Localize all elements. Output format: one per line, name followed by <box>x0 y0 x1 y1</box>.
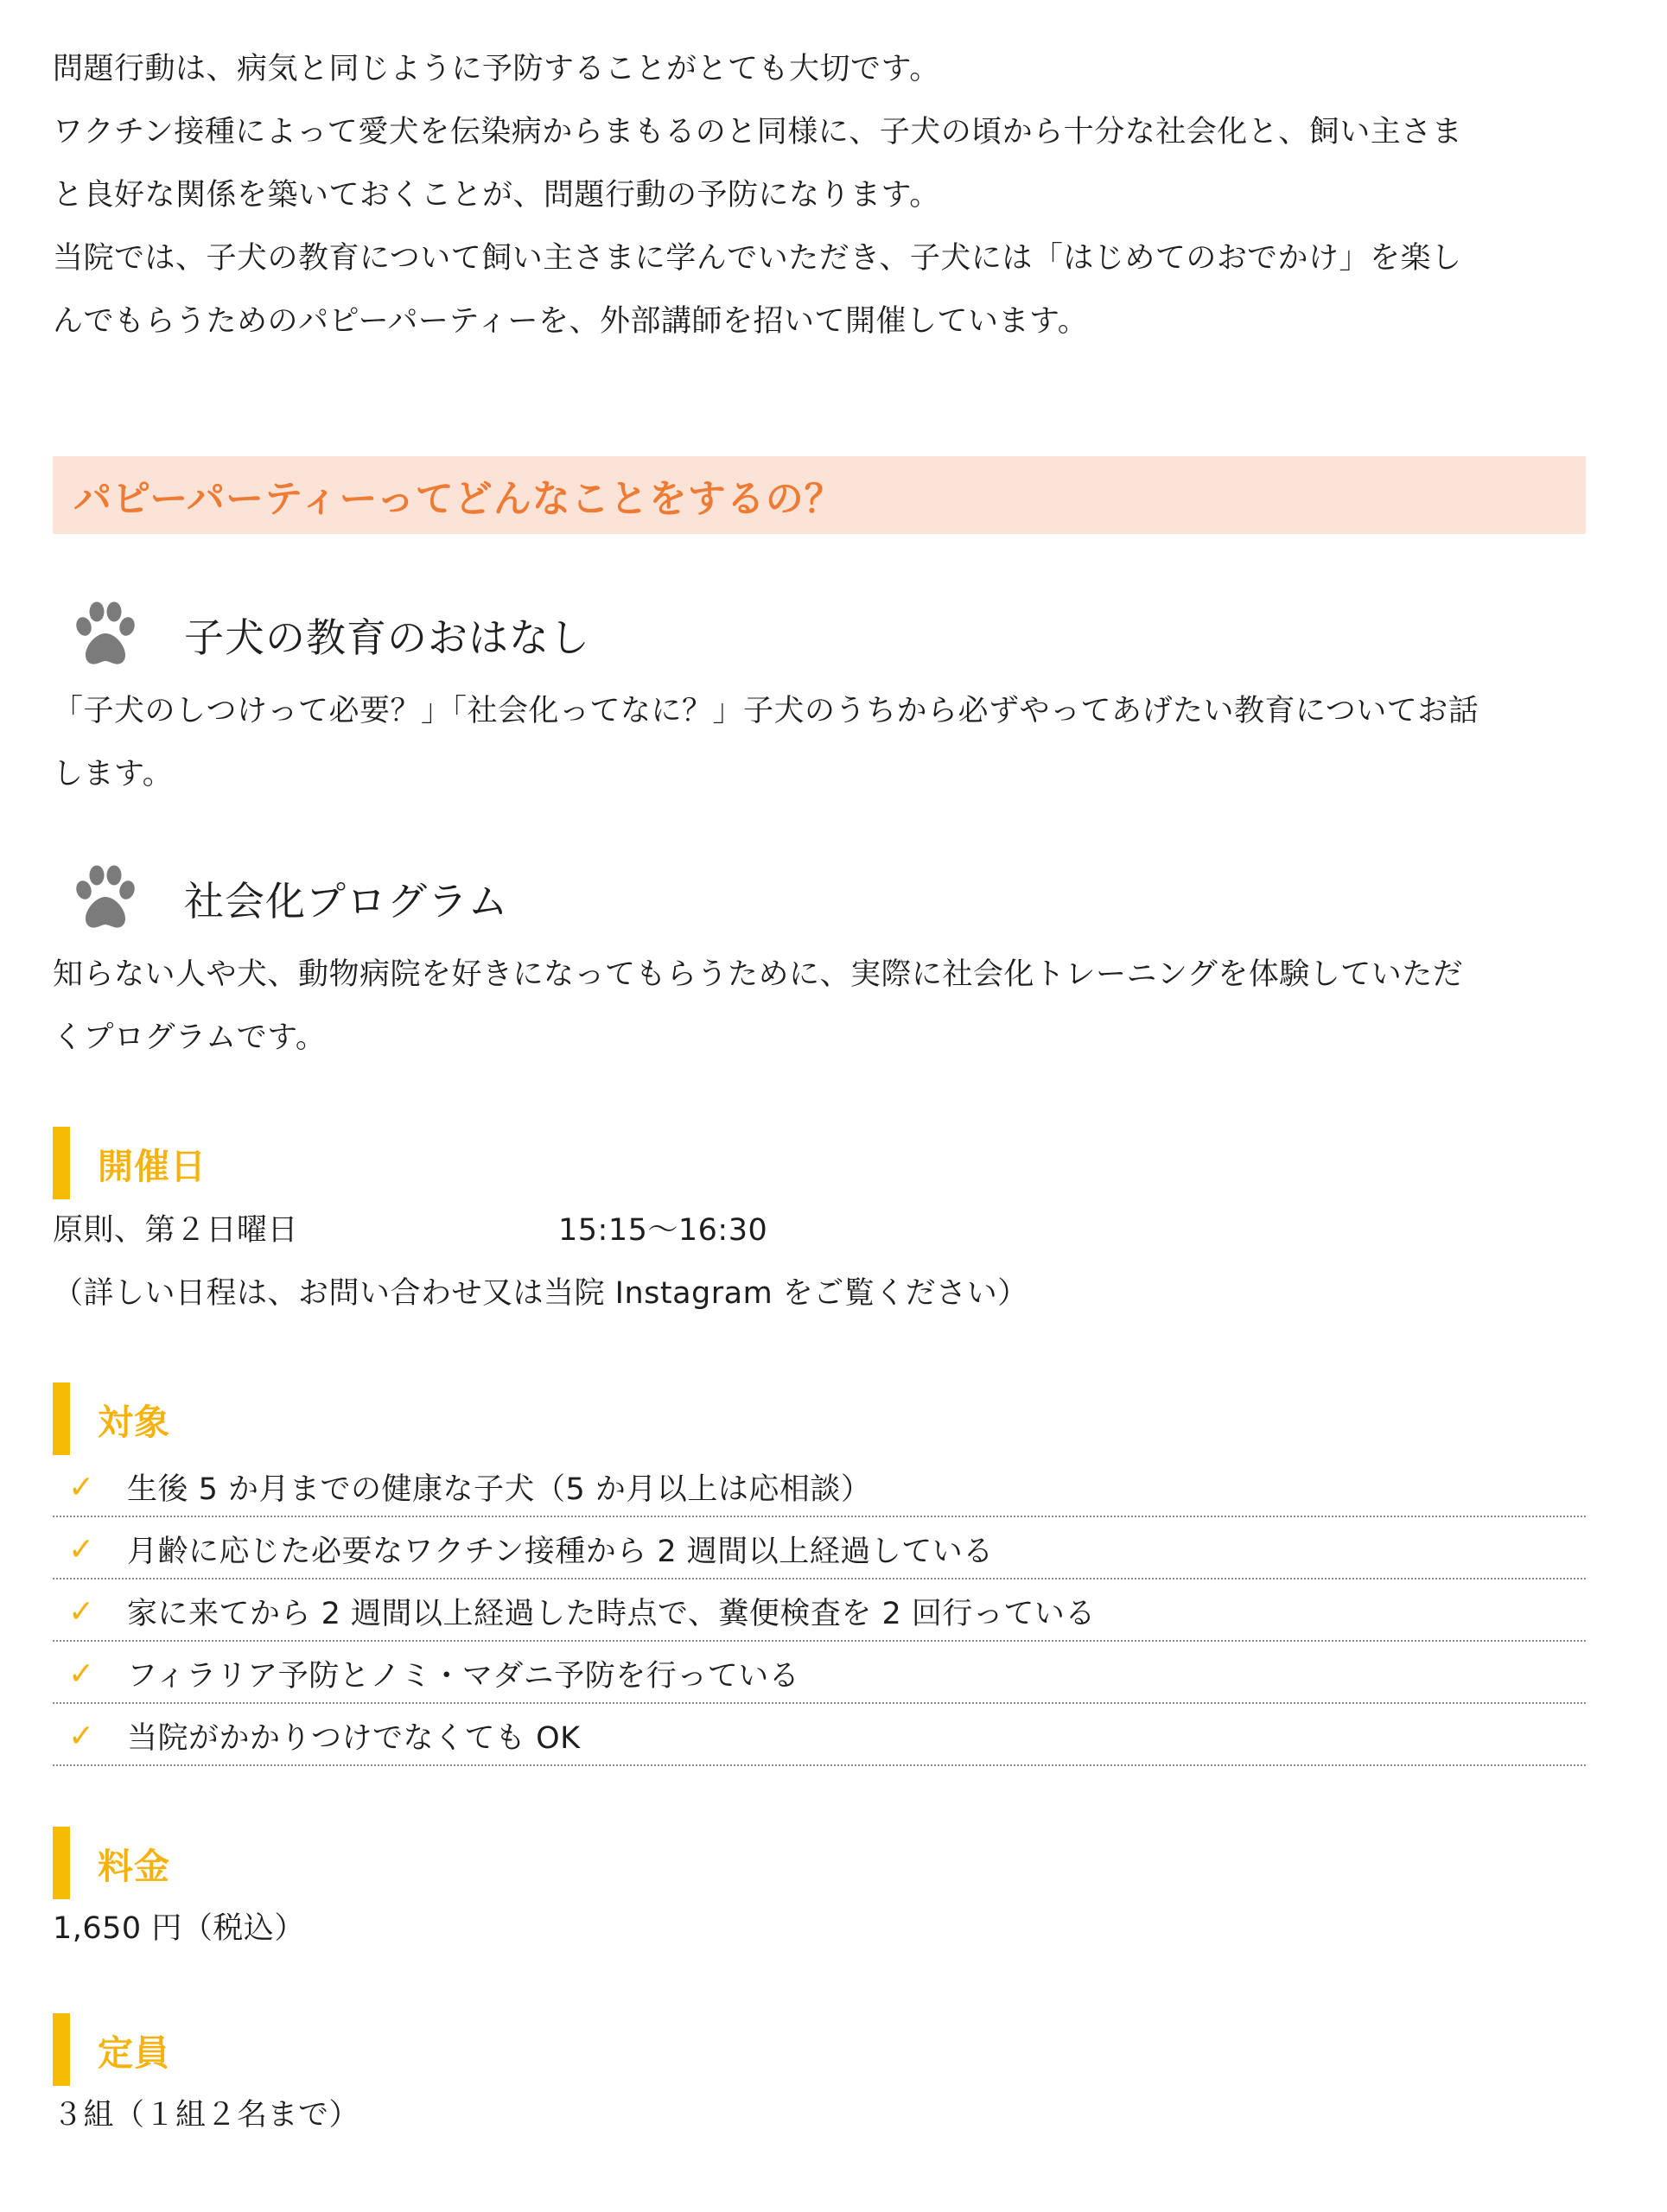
subsection-body-line: 知らない人や犬、動物病院を好きになってもらうために、実際に社会化トレーニングを体験していただ <box>53 957 1464 992</box>
intro-text <box>53 0 1586 353</box>
list-item <box>53 1642 1586 1704</box>
subsection-body <box>53 944 1586 1070</box>
section-heading-text: パピーパーティーってどんなことをするの？ <box>73 477 843 521</box>
intro-line: んでもらうためのパピーパーティーを、外部講師を招いて開催しています。 <box>53 304 1089 339</box>
subsection-body-line: 「子犬のしつけって必要？」「社会化ってなに？」子犬のうちから必ずやってあげたい教育についてお話 <box>53 694 1479 728</box>
schedule-day: 原則、第２日曜日 <box>53 1213 299 1248</box>
list-item-text: フィラリア予防とノミ・マダニ予防を行っている <box>127 1659 800 1694</box>
intro-line: 当院では、子犬の教育について飼い主さまに学んでいただき、子犬には「はじめてのおでかけ」を楽し <box>53 241 1462 276</box>
subsection-body-line: します。 <box>53 757 174 791</box>
check-icon: ✓ <box>68 1531 95 1567</box>
label-target <box>53 1382 170 1455</box>
list-item-text: 家に来てから 2 週間以上経過した時点で、糞便検査を 2 回行っている <box>127 1597 1096 1631</box>
label-text: 対象 <box>98 1401 170 1443</box>
list-item <box>53 1580 1586 1642</box>
subsection-socialization-program <box>53 855 1586 1070</box>
page-content <box>53 0 1586 2133</box>
label-text: 料金 <box>98 1845 170 1887</box>
schedule-time: 15:15〜16:30 <box>558 1213 768 1248</box>
label-text: 開催日 <box>98 1145 207 1187</box>
check-icon: ✓ <box>68 1656 95 1692</box>
label-accent-bar <box>53 1127 70 1199</box>
list-item-text: 生後 5 か月までの健康な子犬（5 か月以上は応相談） <box>127 1472 872 1507</box>
subsection-title: 子犬の教育のおはなし <box>184 614 590 661</box>
subsection-title-row <box>53 855 1586 942</box>
intro-line: 問題行動は、病気と同じように予防することがとても大切です。 <box>53 52 940 86</box>
check-icon: ✓ <box>68 1593 95 1630</box>
label-accent-bar <box>53 1827 70 1899</box>
paw-icon <box>72 864 139 933</box>
subsection-body <box>53 680 1586 806</box>
intro-line: と良好な関係を築いておくことが、問題行動の予防になります。 <box>53 178 940 213</box>
list-item-text: 当院がかかりつけでなくても OK <box>127 1721 581 1756</box>
target-checklist <box>53 1455 1586 1766</box>
paw-icon <box>72 601 139 670</box>
schedule-date-line <box>53 1199 1586 1262</box>
check-icon: ✓ <box>68 1469 95 1505</box>
subsection-title: 社会化プログラム <box>184 878 509 925</box>
label-schedule <box>53 1127 207 1199</box>
label-text: 定員 <box>98 2031 170 2074</box>
label-accent-bar <box>53 2013 70 2086</box>
section-heading-puppy-party <box>53 456 1586 534</box>
schedule-note: （詳しい日程は、お問い合わせ又は当院 Instagram をご覧ください） <box>53 1276 1028 1311</box>
schedule-info <box>53 1199 1586 1325</box>
list-item-text: 月齢に応じた必要なワクチン接種から 2 週間以上経過している <box>127 1535 994 1569</box>
subsection-puppy-education <box>53 592 1586 806</box>
label-capacity <box>53 2013 170 2086</box>
list-item <box>53 1455 1586 1517</box>
check-icon: ✓ <box>68 1718 95 1754</box>
list-item <box>53 1517 1586 1580</box>
intro-line: ワクチン接種によって愛犬を伝染病からまもるのと同様に、子犬の頃から十分な社会化と、飼い主さま <box>53 115 1463 149</box>
list-item <box>53 1704 1586 1766</box>
label-accent-bar <box>53 1382 70 1455</box>
label-fee <box>53 1827 170 1899</box>
subsection-title-row <box>53 592 1586 678</box>
subsection-body-line: くプログラムです。 <box>53 1020 327 1055</box>
capacity-value: ３組（１組２名まで） <box>53 2098 360 2133</box>
fee-value: 1,650 円（税込） <box>53 1911 305 1946</box>
